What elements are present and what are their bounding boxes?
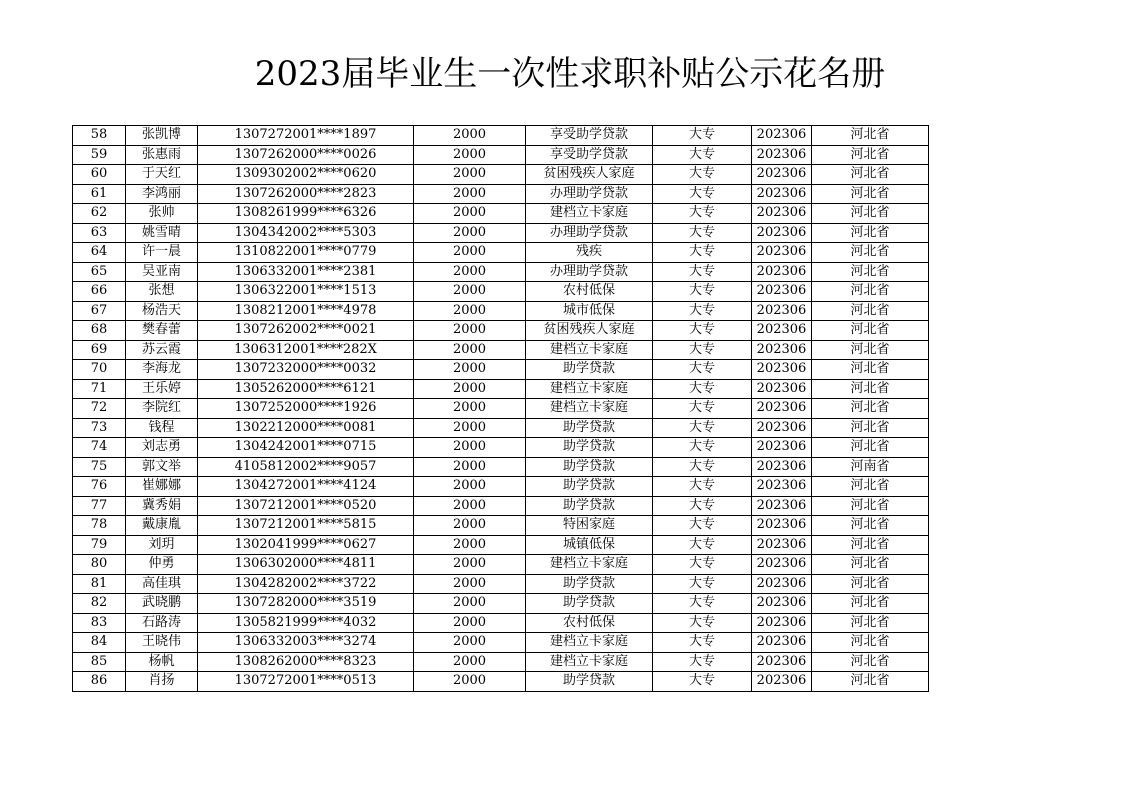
province-cell: 河北省 [812,145,929,165]
education-level-cell: 大专 [653,262,752,282]
row-number-cell: 79 [73,535,126,555]
row-number-cell: 80 [73,555,126,575]
student-name-cell: 张惠雨 [126,145,198,165]
subsidy-category-cell: 助学贷款 [526,457,653,477]
province-cell: 河北省 [812,477,929,497]
subsidy-amount-cell: 2000 [414,438,526,458]
province-cell: 河北省 [812,243,929,263]
row-number-cell: 76 [73,477,126,497]
province-cell: 河北省 [812,652,929,672]
province-cell: 河南省 [812,457,929,477]
subsidy-amount-cell: 2000 [414,633,526,653]
graduation-date-cell: 202306 [752,204,812,224]
education-level-cell: 大专 [653,652,752,672]
student-name-cell: 吴亚南 [126,262,198,282]
province-cell: 河北省 [812,340,929,360]
table-row [73,262,929,282]
education-level-cell: 大专 [653,457,752,477]
row-number-cell: 75 [73,457,126,477]
page-title: 2023届毕业生一次性求职补贴公示花名册 [254,54,886,94]
student-name-cell: 刘玥 [126,535,198,555]
province-cell: 河北省 [812,165,929,185]
subsidy-category-cell: 助学贷款 [526,438,653,458]
education-level-cell: 大专 [653,145,752,165]
table-row [73,223,929,243]
subsidy-amount-cell: 2000 [414,574,526,594]
province-cell: 河北省 [812,555,929,575]
graduation-date-cell: 202306 [752,438,812,458]
province-cell: 河北省 [812,360,929,380]
education-level-cell: 大专 [653,223,752,243]
table-row [73,145,929,165]
subsidy-category-cell: 贫困残疾人家庭 [526,321,653,341]
province-cell: 河北省 [812,223,929,243]
province-cell: 河北省 [812,672,929,692]
subsidy-amount-cell: 2000 [414,165,526,185]
education-level-cell: 大专 [653,282,752,302]
graduation-date-cell: 202306 [752,243,812,263]
subsidy-amount-cell: 2000 [414,496,526,516]
table-row [73,301,929,321]
education-level-cell: 大专 [653,438,752,458]
table-row [73,360,929,380]
subsidy-amount-cell: 2000 [414,555,526,575]
row-number-cell: 68 [73,321,126,341]
student-name-cell: 高佳琪 [126,574,198,594]
row-number-cell: 84 [73,633,126,653]
education-level-cell: 大专 [653,399,752,419]
table-row [73,613,929,633]
subsidy-amount-cell: 2000 [414,204,526,224]
subsidy-amount-cell: 2000 [414,652,526,672]
row-number-cell: 74 [73,438,126,458]
student-name-cell: 李院红 [126,399,198,419]
id-number-cell: 1307232000****0032 [198,360,414,380]
graduation-date-cell: 202306 [752,360,812,380]
student-name-cell: 杨帆 [126,652,198,672]
graduation-date-cell: 202306 [752,477,812,497]
education-level-cell: 大专 [653,633,752,653]
education-level-cell: 大专 [653,418,752,438]
roster-body [73,126,929,692]
graduation-date-cell: 202306 [752,535,812,555]
student-name-cell: 武晓鹏 [126,594,198,614]
province-cell: 河北省 [812,418,929,438]
id-number-cell: 4105812002****9057 [198,457,414,477]
row-number-cell: 61 [73,184,126,204]
id-number-cell: 1310822001****0779 [198,243,414,263]
student-name-cell: 王乐婷 [126,379,198,399]
subsidy-category-cell: 助学贷款 [526,594,653,614]
graduation-date-cell: 202306 [752,594,812,614]
student-name-cell: 石路涛 [126,613,198,633]
table-row [73,672,929,692]
education-level-cell: 大专 [653,360,752,380]
subsidy-amount-cell: 2000 [414,243,526,263]
id-number-cell: 1306312001****282X [198,340,414,360]
id-number-cell: 1307272001****1897 [198,126,414,146]
subsidy-amount-cell: 2000 [414,535,526,555]
student-name-cell: 樊春蕾 [126,321,198,341]
graduation-date-cell: 202306 [752,633,812,653]
roster-table [72,125,929,692]
table-row [73,243,929,263]
education-level-cell: 大专 [653,340,752,360]
graduation-date-cell: 202306 [752,496,812,516]
student-name-cell: 仲勇 [126,555,198,575]
graduation-date-cell: 202306 [752,516,812,536]
province-cell: 河北省 [812,204,929,224]
row-number-cell: 83 [73,613,126,633]
subsidy-category-cell: 办理助学贷款 [526,223,653,243]
education-level-cell: 大专 [653,535,752,555]
subsidy-amount-cell: 2000 [414,457,526,477]
province-cell: 河北省 [812,574,929,594]
subsidy-category-cell: 建档立卡家庭 [526,652,653,672]
subsidy-category-cell: 建档立卡家庭 [526,340,653,360]
subsidy-amount-cell: 2000 [414,223,526,243]
graduation-date-cell: 202306 [752,399,812,419]
province-cell: 河北省 [812,535,929,555]
row-number-cell: 81 [73,574,126,594]
id-number-cell: 1307212001****5815 [198,516,414,536]
table-row [73,652,929,672]
table-row [73,477,929,497]
table-row [73,555,929,575]
table-row [73,321,929,341]
id-number-cell: 1306332003****3274 [198,633,414,653]
province-cell: 河北省 [812,301,929,321]
province-cell: 河北省 [812,613,929,633]
id-number-cell: 1304282002****3722 [198,574,414,594]
education-level-cell: 大专 [653,516,752,536]
graduation-date-cell: 202306 [752,282,812,302]
id-number-cell: 1308212001****4978 [198,301,414,321]
table-row [73,165,929,185]
education-level-cell: 大专 [653,243,752,263]
id-number-cell: 1307262000****2823 [198,184,414,204]
education-level-cell: 大专 [653,321,752,341]
province-cell: 河北省 [812,321,929,341]
subsidy-amount-cell: 2000 [414,282,526,302]
subsidy-category-cell: 城镇低保 [526,535,653,555]
graduation-date-cell: 202306 [752,126,812,146]
table-row [73,535,929,555]
education-level-cell: 大专 [653,574,752,594]
education-level-cell: 大专 [653,379,752,399]
id-number-cell: 1307252000****1926 [198,399,414,419]
province-cell: 河北省 [812,633,929,653]
subsidy-category-cell: 建档立卡家庭 [526,633,653,653]
subsidy-amount-cell: 2000 [414,184,526,204]
graduation-date-cell: 202306 [752,340,812,360]
subsidy-amount-cell: 2000 [414,516,526,536]
student-name-cell: 钱程 [126,418,198,438]
table-row [73,496,929,516]
education-level-cell: 大专 [653,477,752,497]
subsidy-amount-cell: 2000 [414,126,526,146]
subsidy-amount-cell: 2000 [414,418,526,438]
table-row [73,594,929,614]
row-number-cell: 65 [73,262,126,282]
student-name-cell: 姚雪晴 [126,223,198,243]
id-number-cell: 1307262002****0021 [198,321,414,341]
student-name-cell: 张帅 [126,204,198,224]
table-row [73,438,929,458]
graduation-date-cell: 202306 [752,301,812,321]
student-name-cell: 肖扬 [126,672,198,692]
province-cell: 河北省 [812,262,929,282]
province-cell: 河北省 [812,594,929,614]
subsidy-amount-cell: 2000 [414,613,526,633]
id-number-cell: 1306302000****4811 [198,555,414,575]
subsidy-category-cell: 贫困残疾人家庭 [526,165,653,185]
graduation-date-cell: 202306 [752,321,812,341]
row-number-cell: 59 [73,145,126,165]
student-name-cell: 王晓伟 [126,633,198,653]
row-number-cell: 62 [73,204,126,224]
education-level-cell: 大专 [653,594,752,614]
row-number-cell: 58 [73,126,126,146]
row-number-cell: 63 [73,223,126,243]
table-row [73,418,929,438]
id-number-cell: 1307212001****0520 [198,496,414,516]
subsidy-amount-cell: 2000 [414,672,526,692]
student-name-cell: 刘志勇 [126,438,198,458]
graduation-date-cell: 202306 [752,672,812,692]
subsidy-amount-cell: 2000 [414,262,526,282]
subsidy-category-cell: 助学贷款 [526,574,653,594]
subsidy-category-cell: 助学贷款 [526,672,653,692]
id-number-cell: 1305262000****6121 [198,379,414,399]
table-row [73,399,929,419]
subsidy-category-cell: 农村低保 [526,613,653,633]
subsidy-category-cell: 办理助学贷款 [526,262,653,282]
row-number-cell: 66 [73,282,126,302]
province-cell: 河北省 [812,438,929,458]
student-name-cell: 李鸿丽 [126,184,198,204]
graduation-date-cell: 202306 [752,223,812,243]
subsidy-amount-cell: 2000 [414,399,526,419]
id-number-cell: 1308262000****8323 [198,652,414,672]
subsidy-category-cell: 享受助学贷款 [526,145,653,165]
subsidy-category-cell: 特困家庭 [526,516,653,536]
id-number-cell: 1307272001****0513 [198,672,414,692]
subsidy-category-cell: 城市低保 [526,301,653,321]
education-level-cell: 大专 [653,204,752,224]
education-level-cell: 大专 [653,496,752,516]
id-number-cell: 1306332001****2381 [198,262,414,282]
table-row [73,574,929,594]
id-number-cell: 1307282000****3519 [198,594,414,614]
student-name-cell: 冀秀娟 [126,496,198,516]
graduation-date-cell: 202306 [752,652,812,672]
education-level-cell: 大专 [653,613,752,633]
province-cell: 河北省 [812,496,929,516]
subsidy-category-cell: 建档立卡家庭 [526,555,653,575]
education-level-cell: 大专 [653,126,752,146]
table-row [73,184,929,204]
province-cell: 河北省 [812,379,929,399]
id-number-cell: 1307262000****0026 [198,145,414,165]
subsidy-category-cell: 享受助学贷款 [526,126,653,146]
row-number-cell: 69 [73,340,126,360]
subsidy-category-cell: 残疾 [526,243,653,263]
table-row [73,204,929,224]
subsidy-amount-cell: 2000 [414,340,526,360]
row-number-cell: 60 [73,165,126,185]
row-number-cell: 67 [73,301,126,321]
row-number-cell: 78 [73,516,126,536]
subsidy-category-cell: 办理助学贷款 [526,184,653,204]
graduation-date-cell: 202306 [752,613,812,633]
province-cell: 河北省 [812,282,929,302]
table-row [73,457,929,477]
education-level-cell: 大专 [653,301,752,321]
subsidy-amount-cell: 2000 [414,594,526,614]
graduation-date-cell: 202306 [752,165,812,185]
row-number-cell: 70 [73,360,126,380]
id-number-cell: 1306322001****1513 [198,282,414,302]
subsidy-category-cell: 助学贷款 [526,477,653,497]
student-name-cell: 杨浩天 [126,301,198,321]
subsidy-category-cell: 建档立卡家庭 [526,399,653,419]
student-name-cell: 于天红 [126,165,198,185]
subsidy-category-cell: 农村低保 [526,282,653,302]
row-number-cell: 86 [73,672,126,692]
graduation-date-cell: 202306 [752,555,812,575]
student-name-cell: 张想 [126,282,198,302]
id-number-cell: 1305821999****4032 [198,613,414,633]
row-number-cell: 77 [73,496,126,516]
student-name-cell: 张凯博 [126,126,198,146]
table-row [73,633,929,653]
student-name-cell: 许一晨 [126,243,198,263]
province-cell: 河北省 [812,184,929,204]
student-name-cell: 郭文举 [126,457,198,477]
row-number-cell: 72 [73,399,126,419]
row-number-cell: 73 [73,418,126,438]
student-name-cell: 苏云霞 [126,340,198,360]
subsidy-amount-cell: 2000 [414,321,526,341]
subsidy-amount-cell: 2000 [414,379,526,399]
education-level-cell: 大专 [653,672,752,692]
education-level-cell: 大专 [653,555,752,575]
table-row [73,340,929,360]
row-number-cell: 85 [73,652,126,672]
id-number-cell: 1302212000****0081 [198,418,414,438]
subsidy-amount-cell: 2000 [414,360,526,380]
id-number-cell: 1304272001****4124 [198,477,414,497]
subsidy-category-cell: 助学贷款 [526,418,653,438]
table-row [73,282,929,302]
graduation-date-cell: 202306 [752,184,812,204]
graduation-date-cell: 202306 [752,418,812,438]
education-level-cell: 大专 [653,184,752,204]
subsidy-category-cell: 助学贷款 [526,360,653,380]
id-number-cell: 1302041999****0627 [198,535,414,555]
graduation-date-cell: 202306 [752,574,812,594]
table-row [73,126,929,146]
id-number-cell: 1309302002****0620 [198,165,414,185]
student-name-cell: 李海龙 [126,360,198,380]
subsidy-amount-cell: 2000 [414,477,526,497]
subsidy-category-cell: 建档立卡家庭 [526,204,653,224]
table-row [73,379,929,399]
id-number-cell: 1304242001****0715 [198,438,414,458]
graduation-date-cell: 202306 [752,145,812,165]
graduation-date-cell: 202306 [752,262,812,282]
graduation-date-cell: 202306 [752,457,812,477]
row-number-cell: 82 [73,594,126,614]
subsidy-category-cell: 助学贷款 [526,496,653,516]
graduation-date-cell: 202306 [752,379,812,399]
education-level-cell: 大专 [653,165,752,185]
row-number-cell: 71 [73,379,126,399]
province-cell: 河北省 [812,126,929,146]
id-number-cell: 1304342002****5303 [198,223,414,243]
table-row [73,516,929,536]
subsidy-amount-cell: 2000 [414,301,526,321]
student-name-cell: 戴康胤 [126,516,198,536]
province-cell: 河北省 [812,516,929,536]
subsidy-category-cell: 建档立卡家庭 [526,379,653,399]
student-name-cell: 崔娜娜 [126,477,198,497]
province-cell: 河北省 [812,399,929,419]
row-number-cell: 64 [73,243,126,263]
subsidy-amount-cell: 2000 [414,145,526,165]
id-number-cell: 1308261999****6326 [198,204,414,224]
